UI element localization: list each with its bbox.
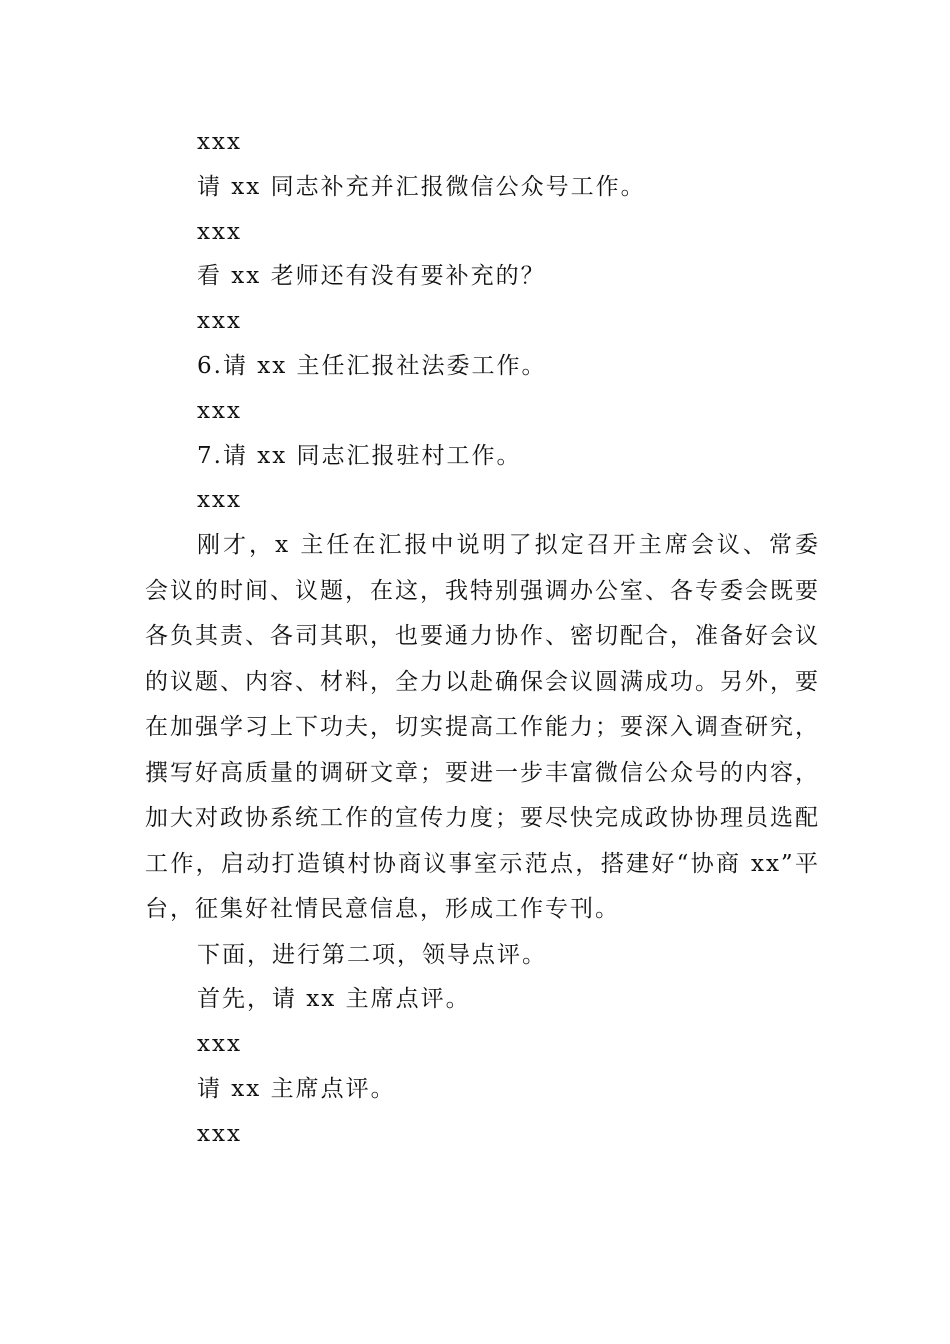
- speaker-line: xxx: [197, 487, 242, 514]
- text-line: 请 xx 同志补充并汇报微信公众号工作。: [197, 173, 646, 200]
- speaker-line: xxx: [197, 1120, 242, 1147]
- speaker-line: xxx: [197, 1031, 242, 1058]
- speaker-line: xxx: [197, 397, 242, 424]
- text-line: 请 xx 主席点评。: [197, 1076, 396, 1103]
- speaker-line: xxx: [197, 308, 242, 335]
- document-body: [145, 120, 820, 1157]
- main-paragraph: 刚才，x 主任在汇报中说明了拟定召开主席会议、常委会议的时间、议题，在这，我特别强调办公室、各专委会既要各负其责、各司其职，也要通力协作、密切配合，准备好会议的议题、内容、材料，全力以赴确保会议圆满成功。另外，要在加强学习上下功夫，切实提高工作能力；要深入调查研究，撰写好高质量的调研文章；要进一步丰富微信公众号的内容，加大对政协系统工作的宣传力度；要尽快完成政协协理员选配工作，启动打造镇村协商议事室示范点，搭建好“协商 xx”平台，征集好社情民意信息，形成工作专刊。: [145, 532, 820, 923]
- text-line: 6.请 xx 主任汇报社法委工作。: [197, 352, 547, 379]
- speaker-line: xxx: [197, 129, 242, 155]
- text-line: 下面，进行第二项，领导点评。: [197, 941, 547, 968]
- text-line: 7.请 xx 同志汇报驻村工作。: [197, 442, 522, 469]
- text-line: 首先，请 xx 主席点评。: [197, 986, 471, 1013]
- text-line: 看 xx 老师还有没有要补充的？: [197, 263, 546, 290]
- speaker-line: xxx: [197, 218, 242, 245]
